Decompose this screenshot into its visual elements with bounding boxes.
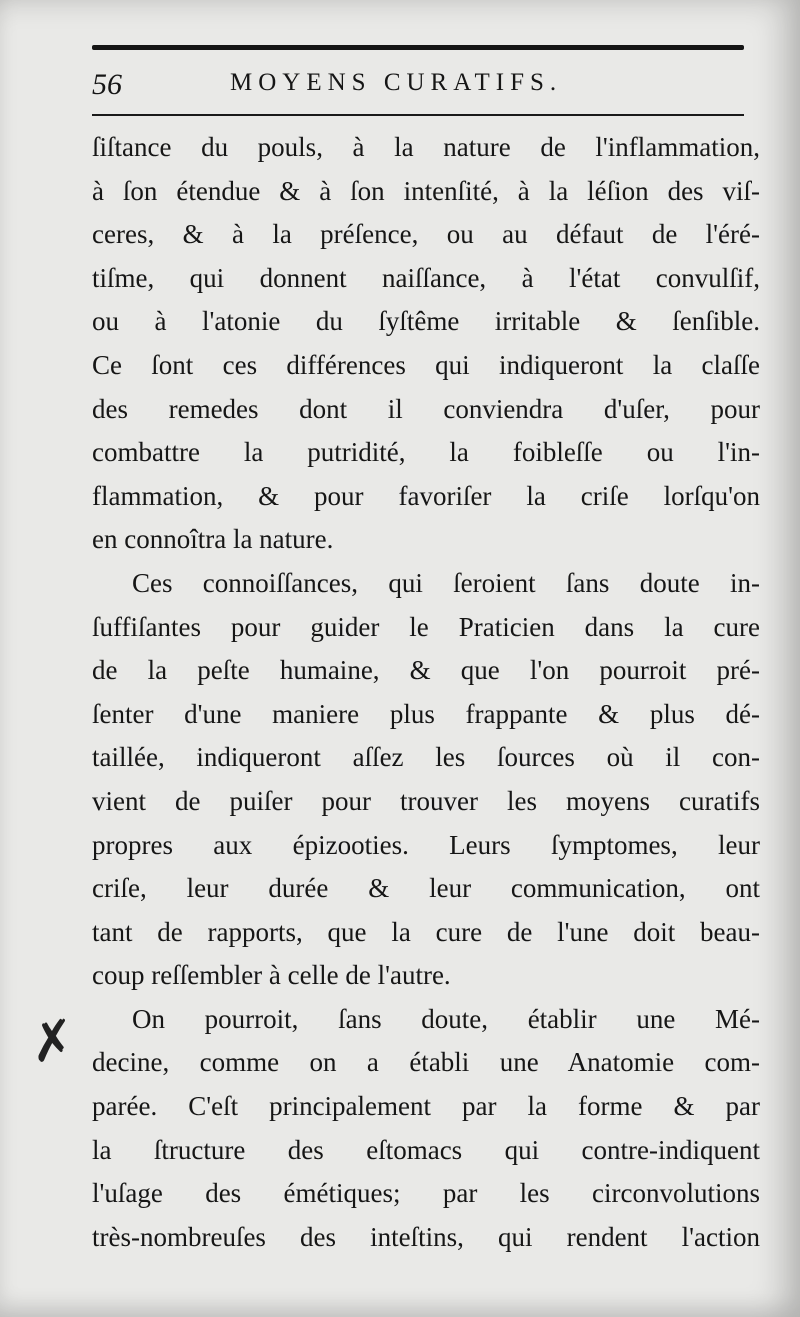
header-rule-top [92, 45, 744, 50]
text-line: très-nombreuſes des inteſtins, qui rendent l'action [92, 1221, 760, 1252]
text-line: de la peſte humaine, & que l'on pourroit pré- [92, 655, 760, 686]
text-line: en connoîtra la nature. [92, 524, 334, 555]
text-line: decine, comme on a établi une Anatomie com- [92, 1047, 760, 1078]
text-line: vient de puiſer pour trouver les moyens curatifs [92, 785, 760, 816]
text-line: combattre la putridité, la foibleſſe ou l'in- [92, 437, 760, 468]
text-line: ou à l'atonie du ſyſtême irritable & ſenſible. [92, 306, 760, 337]
text-line: l'uſage des émétiques; par les circonvolutions [92, 1178, 760, 1209]
text-line: propres aux épizooties. Leurs ſymptomes, leur [92, 829, 760, 860]
text-line: ſiſtance du pouls, à la nature de l'inflammation, [92, 132, 760, 162]
text-line: coup reſſembler à celle de l'autre. [92, 960, 451, 991]
text-line: parée. C'eſt principalement par la forme & par [92, 1091, 760, 1122]
text-line: tant de rapports, que la cure de l'une doit beau- [92, 916, 760, 947]
text-line: ſuffiſantes pour guider le Praticien dans la cure [92, 611, 760, 642]
text-line: des remedes dont il conviendra d'uſer, pour [92, 393, 760, 424]
text-line: la ſtructure des eſtomacs qui contre-indiquent [92, 1134, 760, 1165]
handwritten-margin-mark: ✗ [25, 1006, 80, 1076]
text-line: flammation, & pour favoriſer la criſe lorſqu'on [92, 480, 760, 511]
body-text [92, 126, 760, 1259]
running-title: MOYENS CURATIFS. [230, 69, 563, 96]
text-line: Ce ſont ces différences qui indiqueront la claſſe [92, 349, 760, 380]
page-header [92, 64, 744, 106]
text-line: criſe, leur durée & leur communication, ont [92, 873, 760, 904]
text-line: On pourroit, ſans doute, établir une Mé- [132, 1003, 760, 1034]
text-line: à ſon étendue & à ſon intenſité, à la léſion des viſ- [92, 175, 760, 206]
text-line: tiſme, qui donnent naiſſance, à l'état convulſif, [92, 262, 760, 293]
text-line: taillée, indiqueront aſſez les ſources où il con- [92, 742, 760, 773]
page-number: 56 [92, 68, 122, 101]
text-line: ceres, & à la préſence, ou au défaut de l'éré- [92, 219, 760, 250]
text-line: ſenter d'une maniere plus frappante & plus dé- [92, 698, 760, 729]
header-rule-bottom [92, 114, 744, 116]
text-line: Ces connoiſſances, qui ſeroient ſans doute in- [132, 567, 760, 598]
